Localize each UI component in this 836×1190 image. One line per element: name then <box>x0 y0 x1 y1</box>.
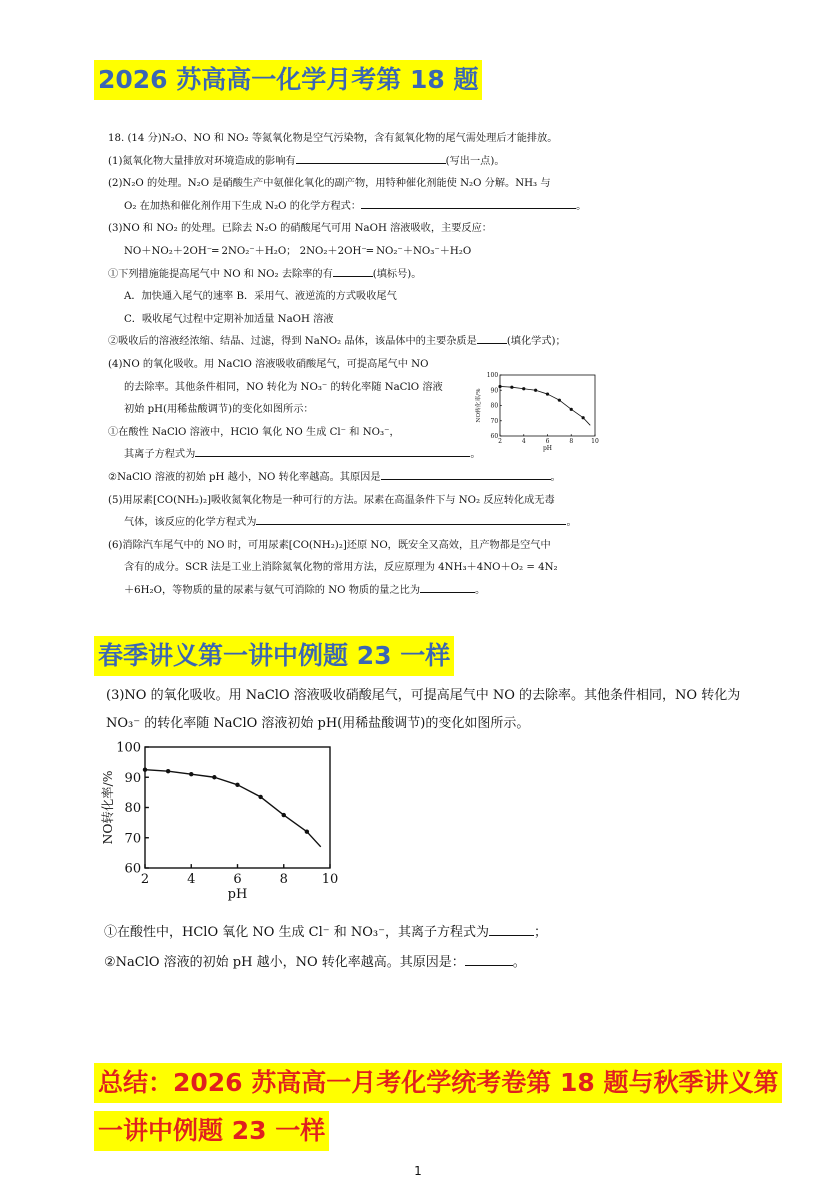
x-tick-label: 10 <box>321 871 339 887</box>
x-tick-label: 6 <box>545 437 550 445</box>
question-part-2-line1: (2)N₂O 的处理。N₂O 是硝酸生产中氨催化氧化的副产物，用特种催化剂能使 N₂O 分解。NH₃ 与 <box>108 178 551 190</box>
x-tick-label: 4 <box>521 437 526 445</box>
question-part-1: (1)氮氧化物大量排放对环境造成的影响有 (写出一点)。 <box>108 151 613 174</box>
y-tick-label: 80 <box>490 402 499 410</box>
data-point <box>235 783 239 787</box>
data-point <box>258 795 262 799</box>
option-c: C．吸收尾气过程中定期补加适量 NaOH 溶液 <box>124 313 334 325</box>
example-line1: (3)NO 的氧化吸收。用 NaClO 溶液吸收硝酸尾气，可提高尾气中 NO 的去除率。其他条件相同，NO 转化为 <box>106 688 741 703</box>
answer-blank[interactable] <box>256 512 566 525</box>
question-part-5-line2: 气体，该反应的化学方程式为 。 <box>108 512 613 535</box>
summary-line-2: 一讲中例题 23 一样 <box>94 1111 329 1151</box>
title-question-18: 2026 苏高高一化学月考第 18 题 <box>94 60 482 100</box>
summary-line-1: 总结：2026 苏高高一月考化学统考卷第 18 题与秋季讲义第 <box>94 1063 782 1103</box>
x-axis-label: pH <box>227 886 248 902</box>
answer-blank[interactable] <box>381 467 551 480</box>
answer-blank[interactable] <box>477 331 507 344</box>
plot-frame <box>500 375 595 436</box>
data-point <box>143 767 147 771</box>
question-part-6-line3: ＋6H₂O，等物质的量的尿素与氨气可消除的 NO 物质的量之比为 。 <box>108 580 613 603</box>
x-tick-label: 8 <box>569 437 574 445</box>
question-part-4-line1: (4)NO 的氧化吸收。用 NaClO 溶液吸收硝酸尾气，可提高尾气中 NO <box>108 358 429 370</box>
series-line <box>500 386 590 425</box>
question-part-6-line1: (6)消除汽车尾气中的 NO 时，可用尿素[CO(NH₂)₂]还原 NO，既安全又高效，且产物都是空气中 <box>108 539 551 551</box>
plot-frame <box>145 747 330 868</box>
data-point <box>305 830 309 834</box>
y-tick-label: 90 <box>124 770 142 786</box>
data-point <box>534 389 537 392</box>
x-tick-label: 4 <box>187 871 196 887</box>
data-point <box>189 772 193 776</box>
data-point <box>570 408 573 411</box>
x-tick-label: 8 <box>279 871 288 887</box>
answer-blank[interactable] <box>420 580 475 593</box>
data-point <box>498 385 501 388</box>
x-tick-label: 6 <box>233 871 242 887</box>
example-sub1: ①在酸性中，HClO 氧化 NO 生成 Cl⁻ 和 NO₃⁻，其离子方程式为 ； <box>104 925 548 940</box>
answer-blank[interactable] <box>195 444 470 457</box>
large-conversion-chart <box>98 738 358 908</box>
x-tick-label: 2 <box>498 437 502 445</box>
question-part-3-sub2: ②吸收后的溶液经浓缩、结晶、过滤，得到 NaNO₂ 晶体，该晶体中的主要杂质是 (填化学式)； <box>108 331 613 354</box>
data-point <box>510 386 513 389</box>
data-point <box>546 392 549 395</box>
data-point <box>166 769 170 773</box>
data-point <box>582 416 585 419</box>
y-tick-label: 60 <box>124 861 142 877</box>
x-tick-label: 10 <box>591 437 599 445</box>
question-intro: 18. (14 分)N₂O、NO 和 NO₂ 等氮氧化物是空气污染物，含有氮氧化物的尾气需处理后才能排放。 <box>108 133 558 144</box>
question-part-3-line1: (3)NO 和 NO₂ 的处理。已除去 N₂O 的硝酸尾气可用 NaOH 溶液吸收，主要反应： <box>108 223 492 235</box>
answer-blank[interactable] <box>465 953 513 966</box>
series-line <box>145 770 321 847</box>
answer-blank[interactable] <box>296 151 446 164</box>
question-part-3-equation: NO＋NO₂＋2OH⁻═ 2NO₂⁻＋H₂O； 2NO₂＋2OH⁻═ NO₂⁻＋NO₃⁻＋H₂O <box>124 245 472 257</box>
question-part-5-line1: (5)用尿素[CO(NH₂)₂]吸收氮氧化物是一种可行的方法。尿素在高温条件下与 NO₂ 反应转化成无毒 <box>108 494 555 506</box>
y-axis-label: NO转化率/% <box>476 388 482 423</box>
answer-blank[interactable] <box>333 264 373 277</box>
data-point <box>522 387 525 390</box>
page-number: 1 <box>414 1164 422 1178</box>
y-tick-label: 70 <box>490 417 499 425</box>
question-part-3-sub1: ①下列措施能提高尾气中 NO 和 NO₂ 去除率的有 (填标号)。 <box>108 264 613 287</box>
data-point <box>282 813 286 817</box>
answer-blank[interactable] <box>361 196 576 209</box>
option-a-b: A．加快通入尾气的速率 B．采用气、液逆流的方式吸收尾气 <box>124 291 397 303</box>
data-point <box>212 775 216 779</box>
question-part-4-line3: 初始 pH(用稀盐酸调节)的变化如图所示： <box>124 404 314 416</box>
question-part-4-sub2: ②NaClO 溶液的初始 pH 越小，NO 转化率越高。其原因是 。 <box>108 467 613 490</box>
y-tick-label: 100 <box>486 372 499 380</box>
y-tick-label: 100 <box>116 740 142 756</box>
example-23-questions <box>104 918 547 978</box>
y-tick-label: 90 <box>490 387 499 395</box>
y-tick-label: 60 <box>490 433 499 441</box>
example-23-block <box>106 682 756 738</box>
data-point <box>558 399 561 402</box>
answer-blank[interactable] <box>489 923 534 936</box>
y-tick-label: 70 <box>124 831 142 847</box>
y-axis-label: NO转化率/% <box>101 770 115 845</box>
x-tick-label: 2 <box>140 871 150 887</box>
small-conversion-chart <box>470 366 610 456</box>
question-part-4-line2: 的去除率。其他条件相同，NO 转化为 NO₃⁻ 的转化率随 NaClO 溶液 <box>124 381 443 393</box>
example-sub2: ②NaClO 溶液的初始 pH 越小，NO 转化率越高。其原因是： 。 <box>104 955 526 970</box>
question-part-4-sub1-answer: 其离子方程式为 。 <box>108 444 613 467</box>
example-line2: NO₃⁻ 的转化率随 NaClO 溶液初始 pH(用稀盐酸调节)的变化如图所示。 <box>106 716 530 731</box>
x-axis-label: pH <box>542 444 553 452</box>
question-part-4-sub1: ①在酸性 NaClO 溶液中，HClO 氧化 NO 生成 Cl⁻ 和 NO₃⁻， <box>108 426 400 438</box>
question-part-6-line2: 含有的成分。SCR 法是工业上消除氮氧化物的常用方法，反应原理为 4NH₃＋4NO＋O₂ = 4N₂ <box>124 562 558 574</box>
question-part-2-line2: O₂ 在加热和催化剂作用下生成 N₂O 的化学方程式： 。 <box>108 196 613 219</box>
y-tick-label: 80 <box>124 801 142 817</box>
title-example-23: 春季讲义第一讲中例题 23 一样 <box>94 636 454 676</box>
